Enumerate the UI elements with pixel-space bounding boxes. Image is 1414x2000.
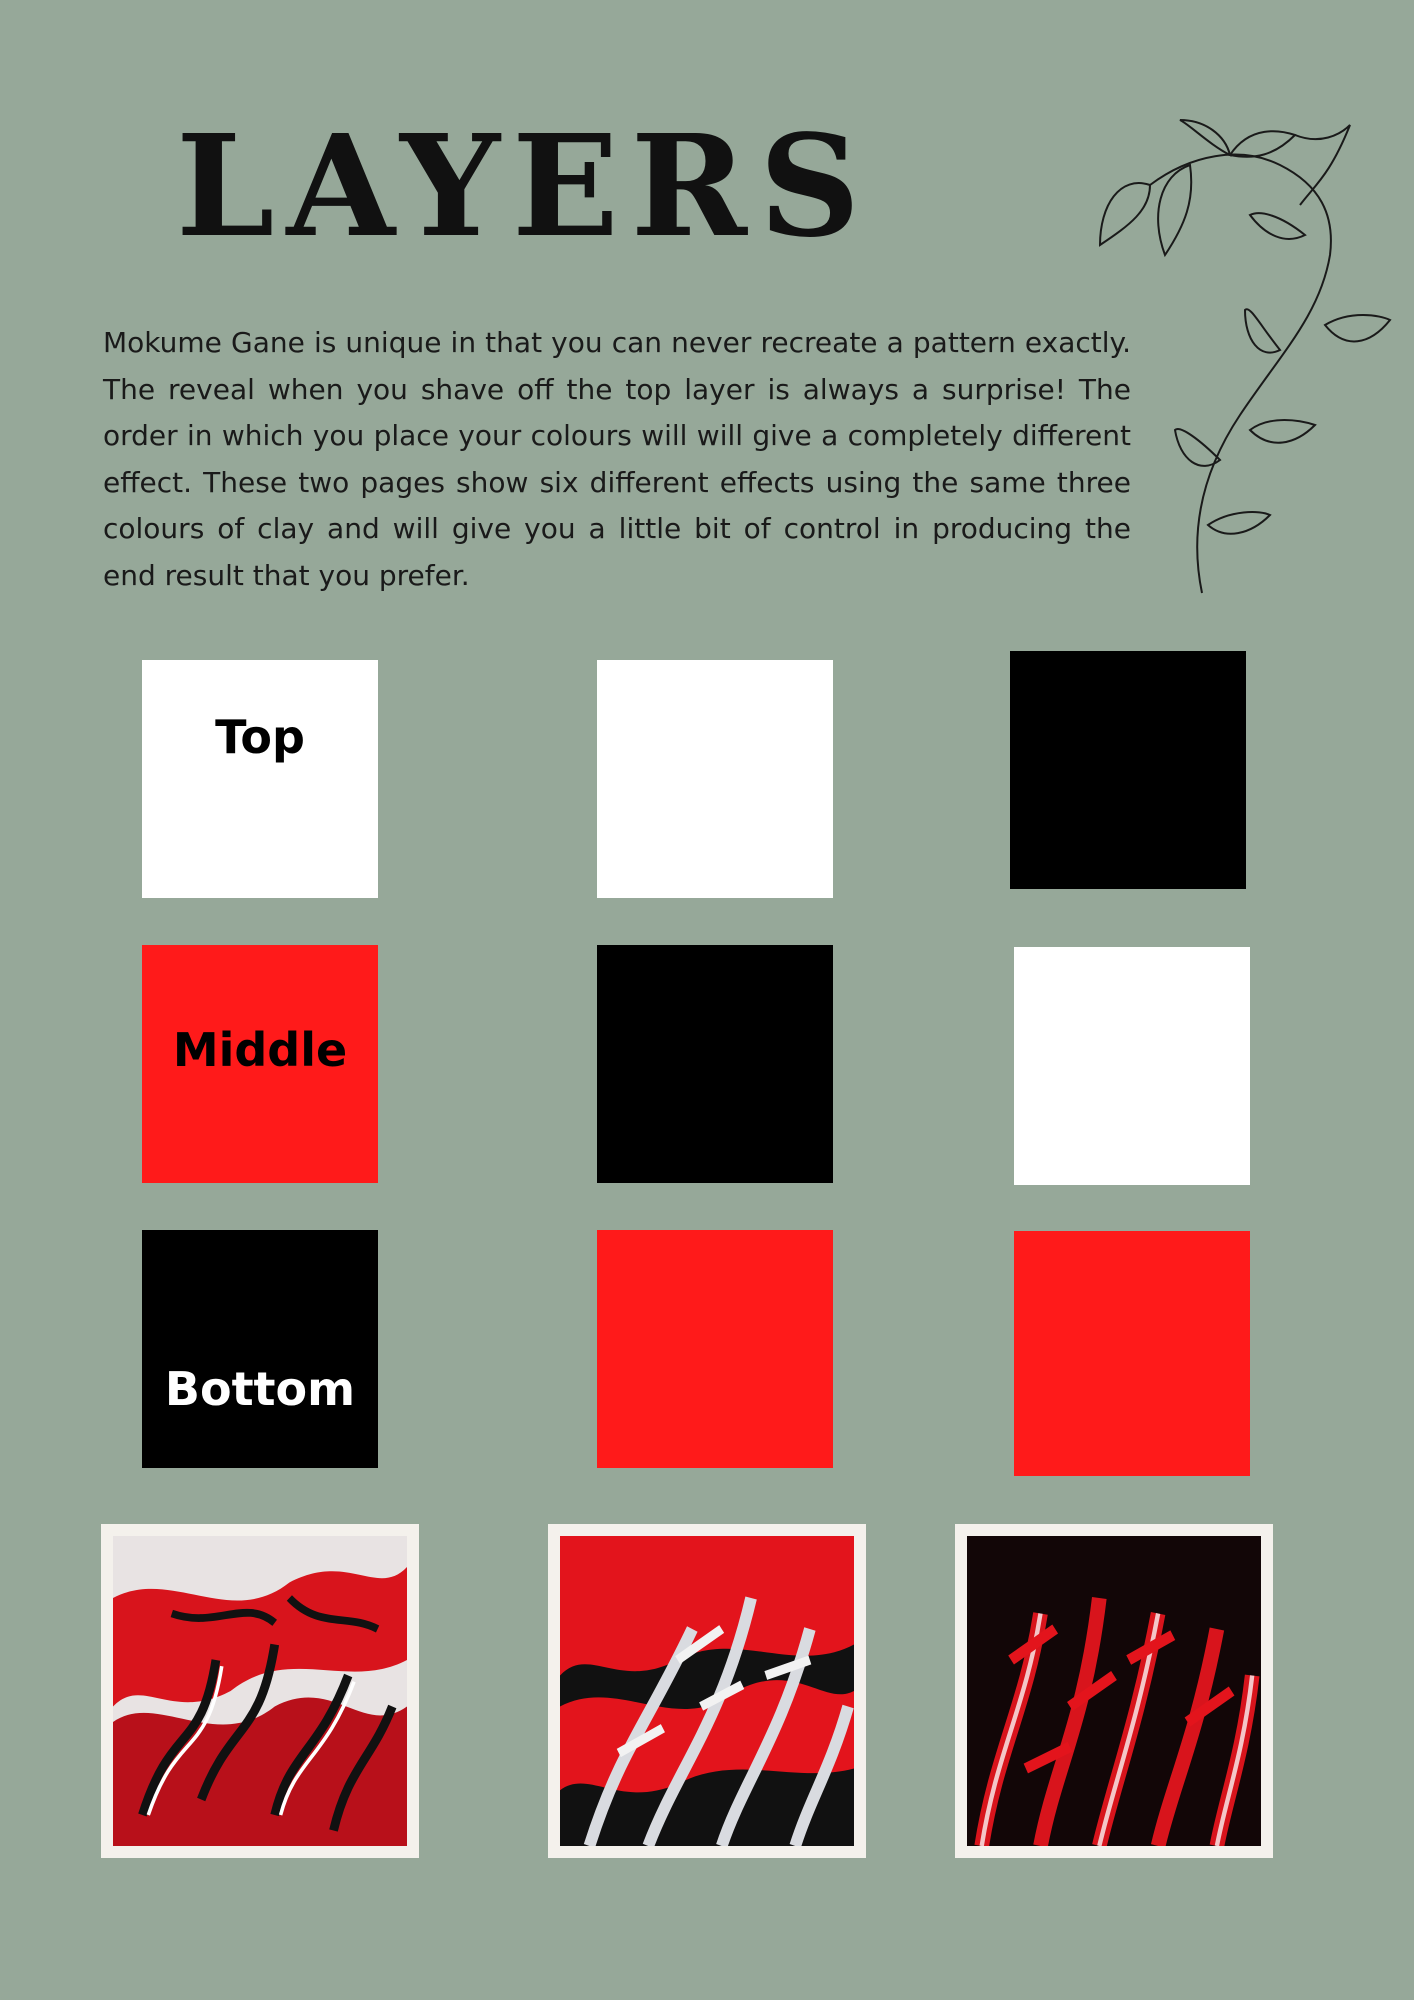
leaf-vine-icon [1080,115,1400,595]
col3-middle-square [1014,947,1250,1185]
mokume-sample-photo-3 [955,1524,1273,1858]
col1-top-square [142,660,378,898]
middle-label: Middle [172,1023,348,1077]
col2-top-square [597,660,833,898]
col1-middle-square [142,945,378,1183]
page-title: LAYERS [176,105,873,269]
col3-bottom-square [1014,1231,1250,1476]
bottom-label: Bottom [164,1362,356,1416]
intro-paragraph: Mokume Gane is unique in that you can never recreate a pattern exactly. The reveal when you shave off the top layer is always a surprise! The order in which you place your colours will will give a completely different effect. These two pages show six different effects using the same three colours of clay and will give you a little bit of control in producing the end result that you prefer. [103,326,1131,592]
col2-middle-square [597,945,833,1183]
col1-bottom-square [142,1230,378,1468]
col2-bottom-square [597,1230,833,1468]
mokume-sample-photo-1 [101,1524,419,1858]
top-label: Top [215,710,305,764]
col3-top-square [1010,651,1246,889]
mokume-sample-photo-2 [548,1524,866,1858]
